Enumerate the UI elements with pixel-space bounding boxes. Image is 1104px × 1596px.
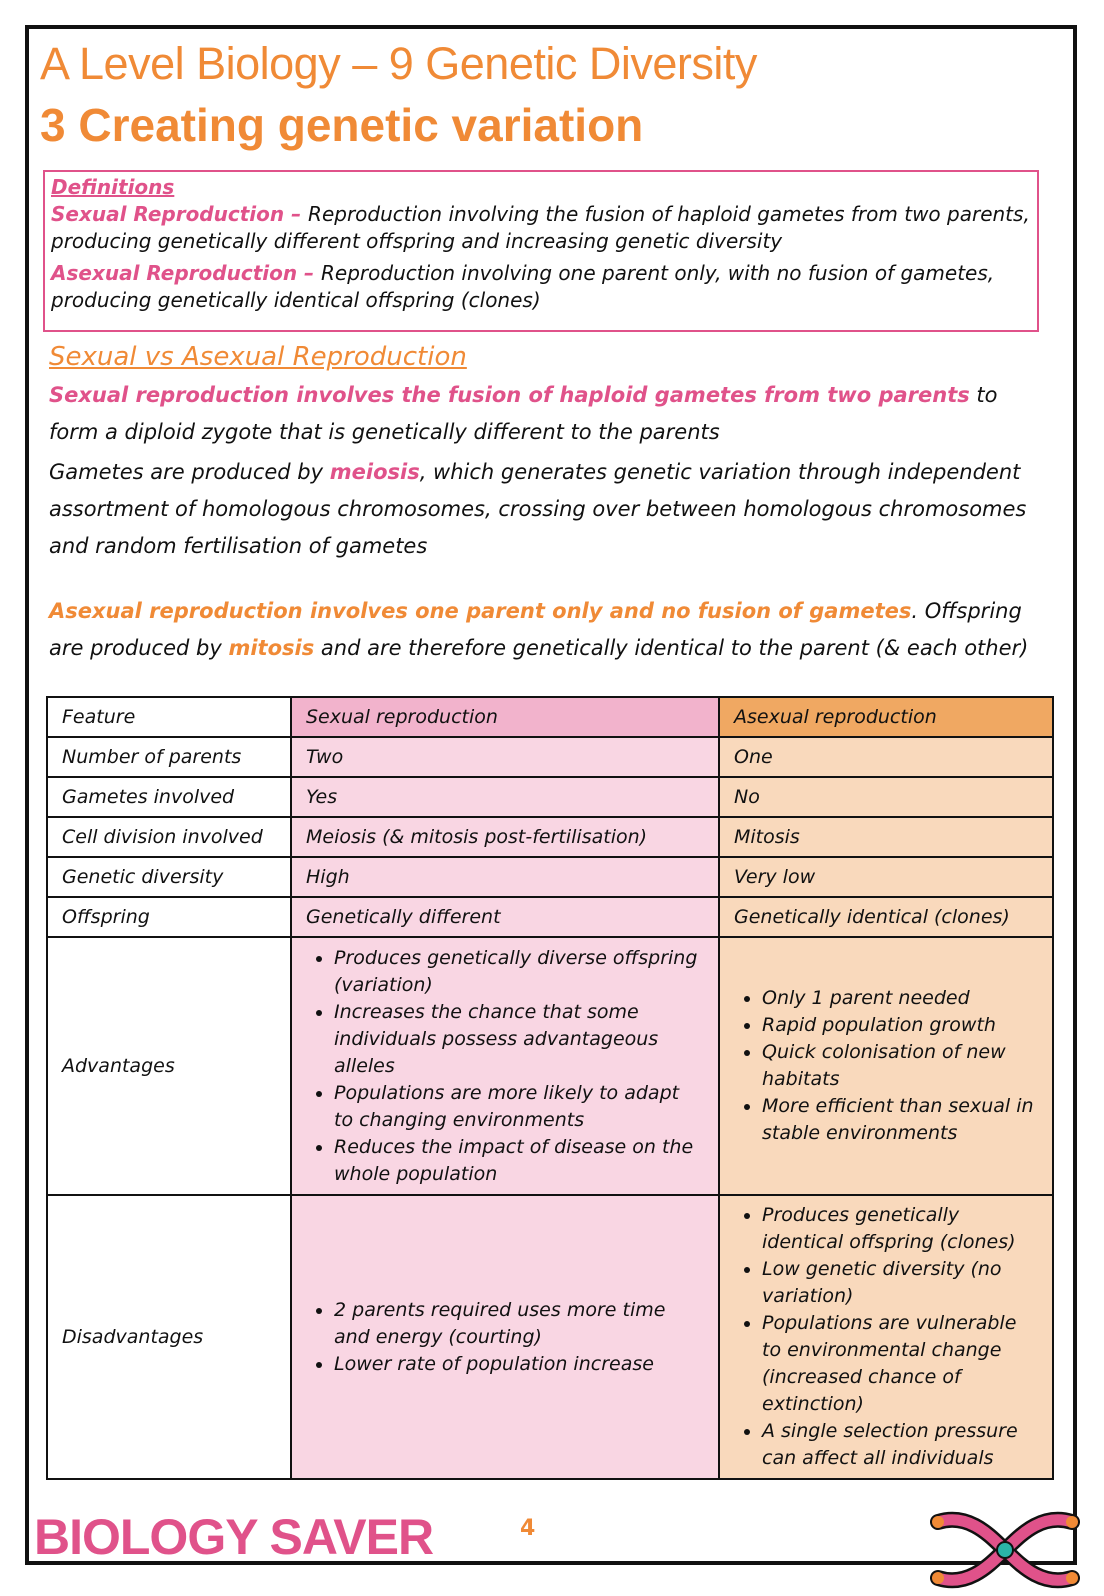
- body-text: , which generates genetic variation through independent assortment of homologous chromosomes, crossing over between homologous chromosomes and random fertilisation of gametes: [49, 460, 1027, 558]
- table-row: [47, 897, 1053, 937]
- table-cell: Cell division involved: [47, 817, 291, 857]
- table-row-disadvantages: [47, 1195, 1053, 1479]
- table-cell: [291, 1195, 719, 1479]
- header-cell: Feature: [47, 697, 291, 737]
- table-row: [47, 777, 1053, 817]
- table-cell: Mitosis: [719, 817, 1053, 857]
- table-row-advantages: [47, 937, 1053, 1195]
- highlight-meiosis: meiosis: [329, 460, 420, 484]
- comparison-table: [46, 696, 1054, 1480]
- definition-asexual: [51, 260, 1031, 314]
- table-cell: No: [719, 777, 1053, 817]
- table-cell: Genetic diversity: [47, 857, 291, 897]
- list-item: • Lower rate of population increase: [334, 1351, 704, 1378]
- page-title: A Level Biology – 9 Genetic Diversity: [40, 38, 757, 89]
- table-cell: One: [719, 737, 1053, 777]
- list-item: • Populations are vulnerable to environmental change (increased chance of extinction): [762, 1310, 1038, 1418]
- table-cell: Advantages: [47, 937, 291, 1195]
- definitions-box: [43, 170, 1039, 332]
- table-cell: Gametes involved: [47, 777, 291, 817]
- highlight-text: Sexual reproduction involves the fusion of haploid gametes from two parents: [49, 383, 970, 407]
- paragraph-sexual: [49, 377, 1049, 451]
- page-subtitle: 3 Creating genetic variation: [40, 99, 644, 151]
- table-cell: Offspring: [47, 897, 291, 937]
- definition-term: Asexual Reproduction –: [51, 261, 322, 285]
- paragraph-asexual: [49, 593, 1049, 667]
- list-item: • 2 parents required uses more time and energy (courting): [334, 1297, 704, 1351]
- table-cell: Genetically identical (clones): [719, 897, 1053, 937]
- table-cell: Genetically different: [291, 897, 719, 937]
- paragraph-meiosis: [49, 454, 1049, 565]
- header-cell: Asexual reproduction: [719, 697, 1053, 737]
- table-cell: Number of parents: [47, 737, 291, 777]
- table-cell: Two: [291, 737, 719, 777]
- list-item: • Produces genetically diverse offspring (variation): [334, 945, 704, 999]
- page-number: 4: [520, 1516, 536, 1541]
- body-text: Gametes are produced by: [49, 460, 330, 484]
- table-header-row: [47, 697, 1053, 737]
- section-title: Sexual vs Asexual Reproduction: [49, 342, 467, 372]
- header-cell: Sexual reproduction: [291, 697, 719, 737]
- list-item: • Increases the chance that some individuals possess advantageous alleles: [334, 999, 704, 1080]
- table-cell: High: [291, 857, 719, 897]
- list-item: • Reduces the impact of disease on the whole population: [334, 1134, 704, 1188]
- list-item: • Only 1 parent needed: [762, 985, 1038, 1012]
- definition-text: Reproduction involving the fusion of haploid gametes from two parents, producing genetically different offspring and increasing genetic diversity: [51, 202, 1030, 253]
- table-row: [47, 857, 1053, 897]
- body-text: . Offspring are produced by: [49, 599, 1022, 660]
- highlight-mitosis: mitosis: [228, 636, 315, 660]
- list-item: • Rapid population growth: [762, 1012, 1038, 1039]
- body-text: and are therefore genetically identical to the parent (& each other): [314, 636, 1029, 660]
- table-cell: Disadvantages: [47, 1195, 291, 1479]
- table-cell: Very low: [719, 857, 1053, 897]
- table-cell: [719, 1195, 1053, 1479]
- list-item: • Produces genetically identical offspring (clones): [762, 1202, 1038, 1256]
- table-row: [47, 737, 1053, 777]
- list-item: • More efficient than sexual in stable environments: [762, 1093, 1038, 1147]
- table-cell: [291, 937, 719, 1195]
- list-item: • Quick colonisation of new habitats: [762, 1039, 1038, 1093]
- definition-text: Reproduction involving one parent only, with no fusion of gametes, producing genetically identical offspring (clones): [51, 261, 995, 312]
- table-cell: Yes: [291, 777, 719, 817]
- body-text: to form a diploid zygote that is genetically different to the parents: [49, 383, 998, 444]
- list-item: • Populations are more likely to adapt to changing environments: [334, 1080, 704, 1134]
- bullet-list: [734, 985, 1038, 1147]
- table-cell: [719, 937, 1053, 1195]
- table-row: [47, 817, 1053, 857]
- definition-term: Sexual Reproduction –: [51, 202, 309, 226]
- bullet-list: [734, 1202, 1038, 1472]
- definition-sexual: [51, 201, 1031, 255]
- biology-saver-logo: BIOLOGY SAVER: [34, 1509, 434, 1565]
- list-item: • Low genetic diversity (no variation): [762, 1256, 1038, 1310]
- bullet-list: [306, 945, 704, 1188]
- highlight-text: Asexual reproduction involves one parent only and no fusion of gametes: [49, 599, 912, 623]
- bullet-list: [306, 1297, 704, 1378]
- table-cell: Meiosis (& mitosis post-fertilisation): [291, 817, 719, 857]
- chromosome-icon: [930, 1508, 1080, 1592]
- list-item: • A single selection pressure can affect all individuals: [762, 1418, 1038, 1472]
- definitions-heading: Definitions: [51, 175, 175, 199]
